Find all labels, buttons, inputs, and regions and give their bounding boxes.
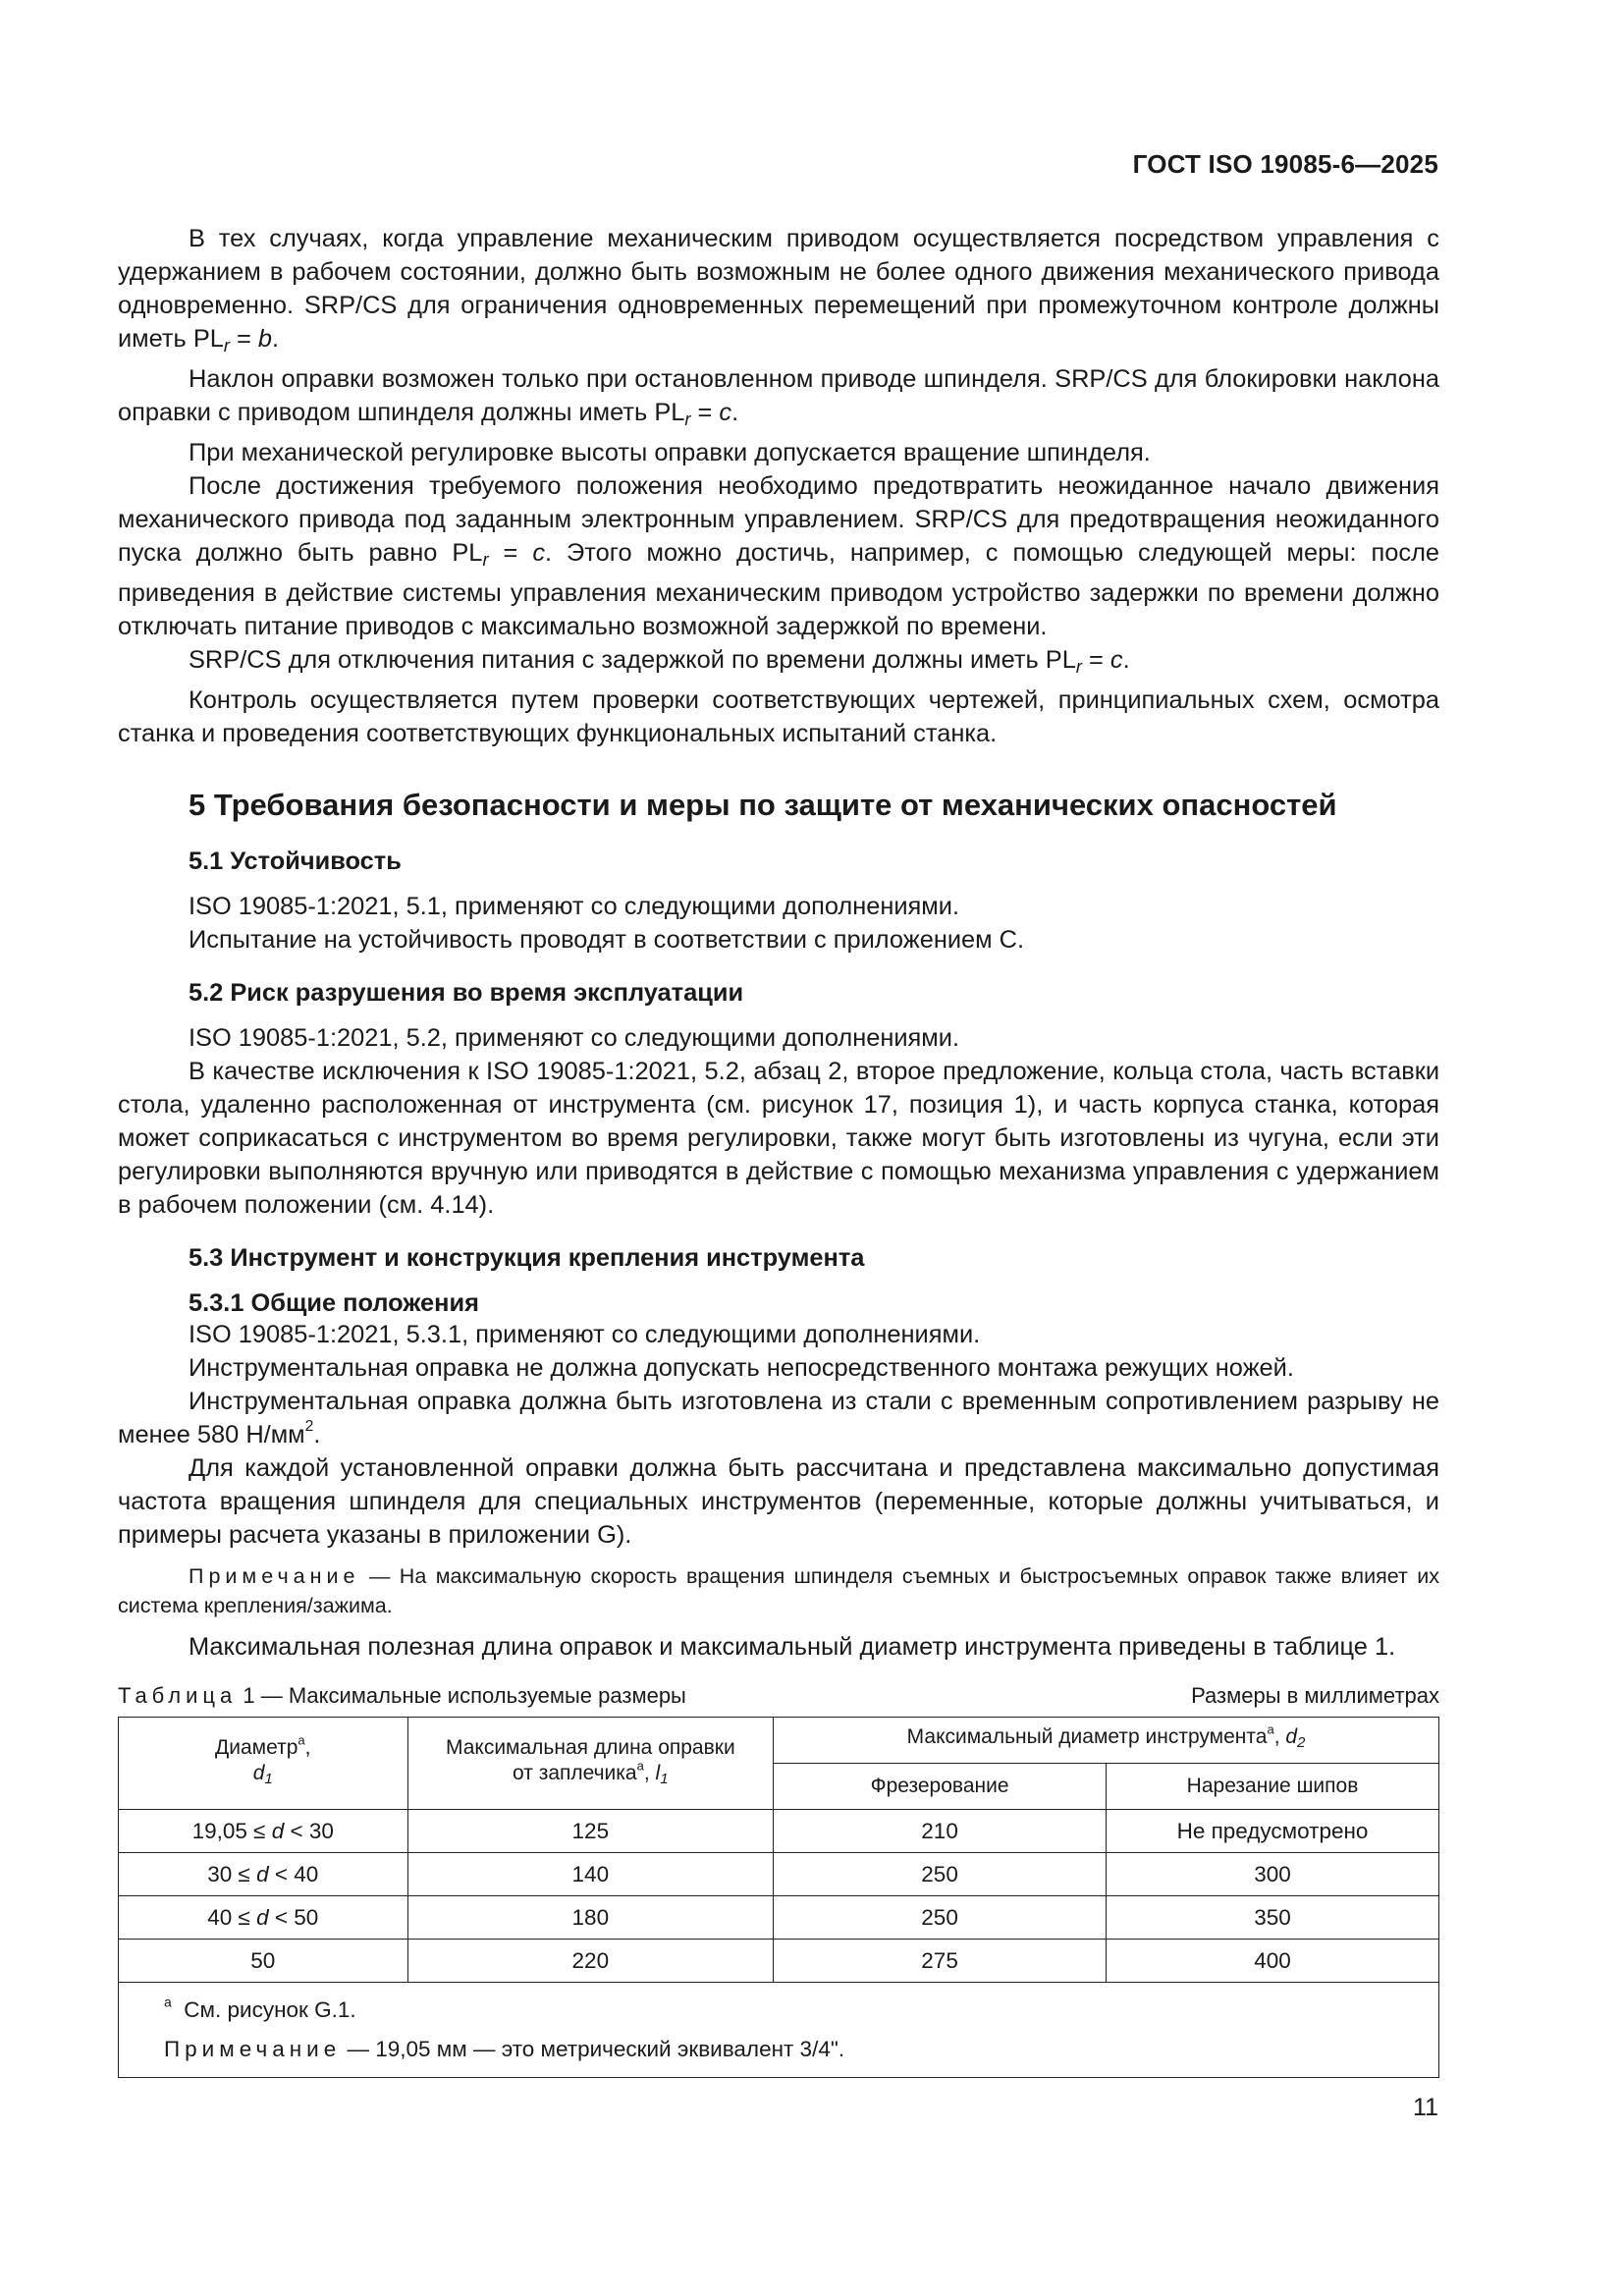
- page-number: 11: [1413, 2094, 1438, 2121]
- table-1-caption-row: [118, 1681, 1439, 1711]
- cell-length: 125: [407, 1810, 774, 1853]
- section-5-3-heading: 5.3 Инструмент и конструкция крепления инструмента: [189, 1244, 865, 1273]
- intro-paragraph-4: После достижения требуемого положения необходимо предотвратить неожиданное начало движения механического привода под заданным электронным управлением. SRP/CS для предотвращения неожиданного пуска должно быть равно $PL_r = c$. Этого можно достичь, например, с помощью следующей меры: после приведения в действие системы управления механическим приводом устройство задержки по времени должно отключать питание приводов с максимально возможной задержкой по времени.: [118, 472, 1440, 641]
- section-5-2-paragraph-1: ISO 19085-1:2021, 5.2, применяют со следующими дополнениями.: [189, 1024, 960, 1053]
- section-5-3-1-paragraph-1: ISO 19085-1:2021, 5.3.1, применяют со следующими дополнениями.: [189, 1321, 981, 1349]
- cell-milling: 250: [774, 1853, 1107, 1896]
- cell-milling: 250: [774, 1896, 1107, 1940]
- table-row: [119, 1896, 1439, 1940]
- cell-diameter: 50: [119, 1940, 408, 1983]
- section-5-1-paragraph-2: Испытание на устойчивость проводят в соответствии с приложением С.: [189, 926, 1025, 955]
- section-5-3-1-heading: 5.3.1 Общие положения: [189, 1289, 479, 1318]
- cell-milling: 275: [774, 1940, 1107, 1983]
- header-milling: Фрезерование: [774, 1764, 1107, 1810]
- section-5-3-1-note: Примечание — На максимальную скорость вращения шпинделя съемных и быстросъемных оправок также влияет их система крепления/зажима.: [118, 1564, 1439, 1618]
- section-5-1-heading: 5.1 Устойчивость: [189, 847, 402, 876]
- table-1-footer: [119, 1983, 1439, 2078]
- cell-length: 220: [407, 1940, 774, 1983]
- page-content: [118, 222, 1439, 2078]
- document-id-header: ГОСТ ISO 19085-6—2025: [1132, 149, 1438, 179]
- section-5-3-1-paragraph-2: Инструментальная оправка не должна допускать непосредственного монтажа режущих ножей.: [189, 1354, 1294, 1383]
- section-5-3-1-paragraph-3: Инструментальная оправка должна быть изготовлена из стали с временным сопротивлением разрыву не менее 580 $Н/мм^2$.: [118, 1388, 1439, 1449]
- cell-tenoning: 300: [1107, 1853, 1439, 1896]
- cell-tenoning: 400: [1107, 1940, 1439, 1983]
- header-max-tool-diameter: Максимальный диаметр инструмента$^a$, $d_2$: [774, 1718, 1439, 1764]
- cell-tenoning: 350: [1107, 1896, 1439, 1940]
- table-note: Примечание — 19,05 мм — это метрический эквивалент 3/4".: [164, 2037, 845, 2062]
- intro-paragraph-5: SRP/CS для отключения питания с задержкой по времени должны иметь $PL_r = c$.: [189, 646, 1130, 678]
- table-row: [119, 1853, 1439, 1896]
- cell-tenoning: Не предусмотрено: [1107, 1810, 1439, 1853]
- header-diameter: Диаметр$^a$, $d_1$: [119, 1718, 408, 1810]
- table-1-units: Размеры в миллиметрах: [1191, 1683, 1439, 1709]
- cell-length: 140: [407, 1853, 774, 1896]
- intro-paragraph-3: При механической регулировке высоты оправки допускается вращение шпинделя.: [189, 439, 1151, 467]
- section-5-heading: 5 Требования безопасности и меры по защите от механических опасностей: [189, 788, 1337, 823]
- cell-diameter: 19,05 ≤ d < 30: [119, 1810, 408, 1853]
- section-5-3-1-paragraph-4: Для каждой установленной оправки должна быть рассчитана и представлена максимально допустимая частота вращения шпинделя для специальных инструментов (переменные, которые должны учитываться, и примеры расчета указаны в приложении G).: [118, 1454, 1439, 1550]
- table-1: [118, 1717, 1439, 2078]
- cell-diameter: 40 ≤ d < 50: [119, 1896, 408, 1940]
- section-5-1-paragraph-1: ISO 19085-1:2021, 5.1, применяют со следующими дополнениями.: [189, 893, 960, 921]
- cell-diameter: 30 ≤ d < 40: [119, 1853, 408, 1896]
- note-label: Примечание: [189, 1564, 360, 1589]
- cell-milling: 210: [774, 1810, 1107, 1853]
- table-1-caption: Таблица 1 — Максимальные используемые размеры: [118, 1683, 686, 1709]
- table-row: [119, 1810, 1439, 1853]
- cell-length: 180: [407, 1896, 774, 1940]
- section-5-3-1-paragraph-5: Максимальная полезная длина оправок и максимальный диаметр инструмента приведены в таблице 1.: [189, 1633, 1396, 1662]
- intro-paragraph-2: Наклон оправки возможен только при остановленном приводе шпинделя. SRP/CS для блокировки наклона оправки с приводом шпинделя должны иметь $PL_r = c$.: [118, 365, 1439, 430]
- section-5-2-paragraph-2: В качестве исключения к ISO 19085-1:2021, 5.2, абзац 2, второе предложение, кольца стола, часть вставки стола, удаленно расположенная от инструмента (см. рисунок 17, позиция 1), и часть корпуса станка, которая может соприкасаться с инструментом во время регулировки, также могут быть изготовлены из чугуна, если эти регулировки выполняются вручную или приводятся в действие с помощью механизма управления с удержанием в рабочем положении (см. 4.14).: [118, 1058, 1439, 1220]
- table-footnote: $^a$ См. рисунок G.1.: [164, 1994, 356, 2023]
- header-tenoning: Нарезание шипов: [1107, 1764, 1439, 1810]
- intro-paragraph-1: В тех случаях, когда управление механическим приводом осуществляется посредством управления с удержанием в рабочем состоянии, должно быть возможным не более одного движения механического привода одновременно. SRP/CS для ограничения одновременных перемещений при промежуточном контроле должны иметь $PL_r = b$.: [118, 225, 1439, 356]
- section-5-2-heading: 5.2 Риск разрушения во время эксплуатации: [189, 979, 744, 1008]
- header-max-length: Максимальная длина оправки от заплечика$^a$, $l_1$: [407, 1718, 774, 1810]
- intro-paragraph-6: Контроль осуществляется путем проверки соответствующих чертежей, принципиальных схем, осмотра станка и проведения соответствующих функциональных испытаний станка.: [118, 686, 1439, 748]
- table-row: [119, 1940, 1439, 1983]
